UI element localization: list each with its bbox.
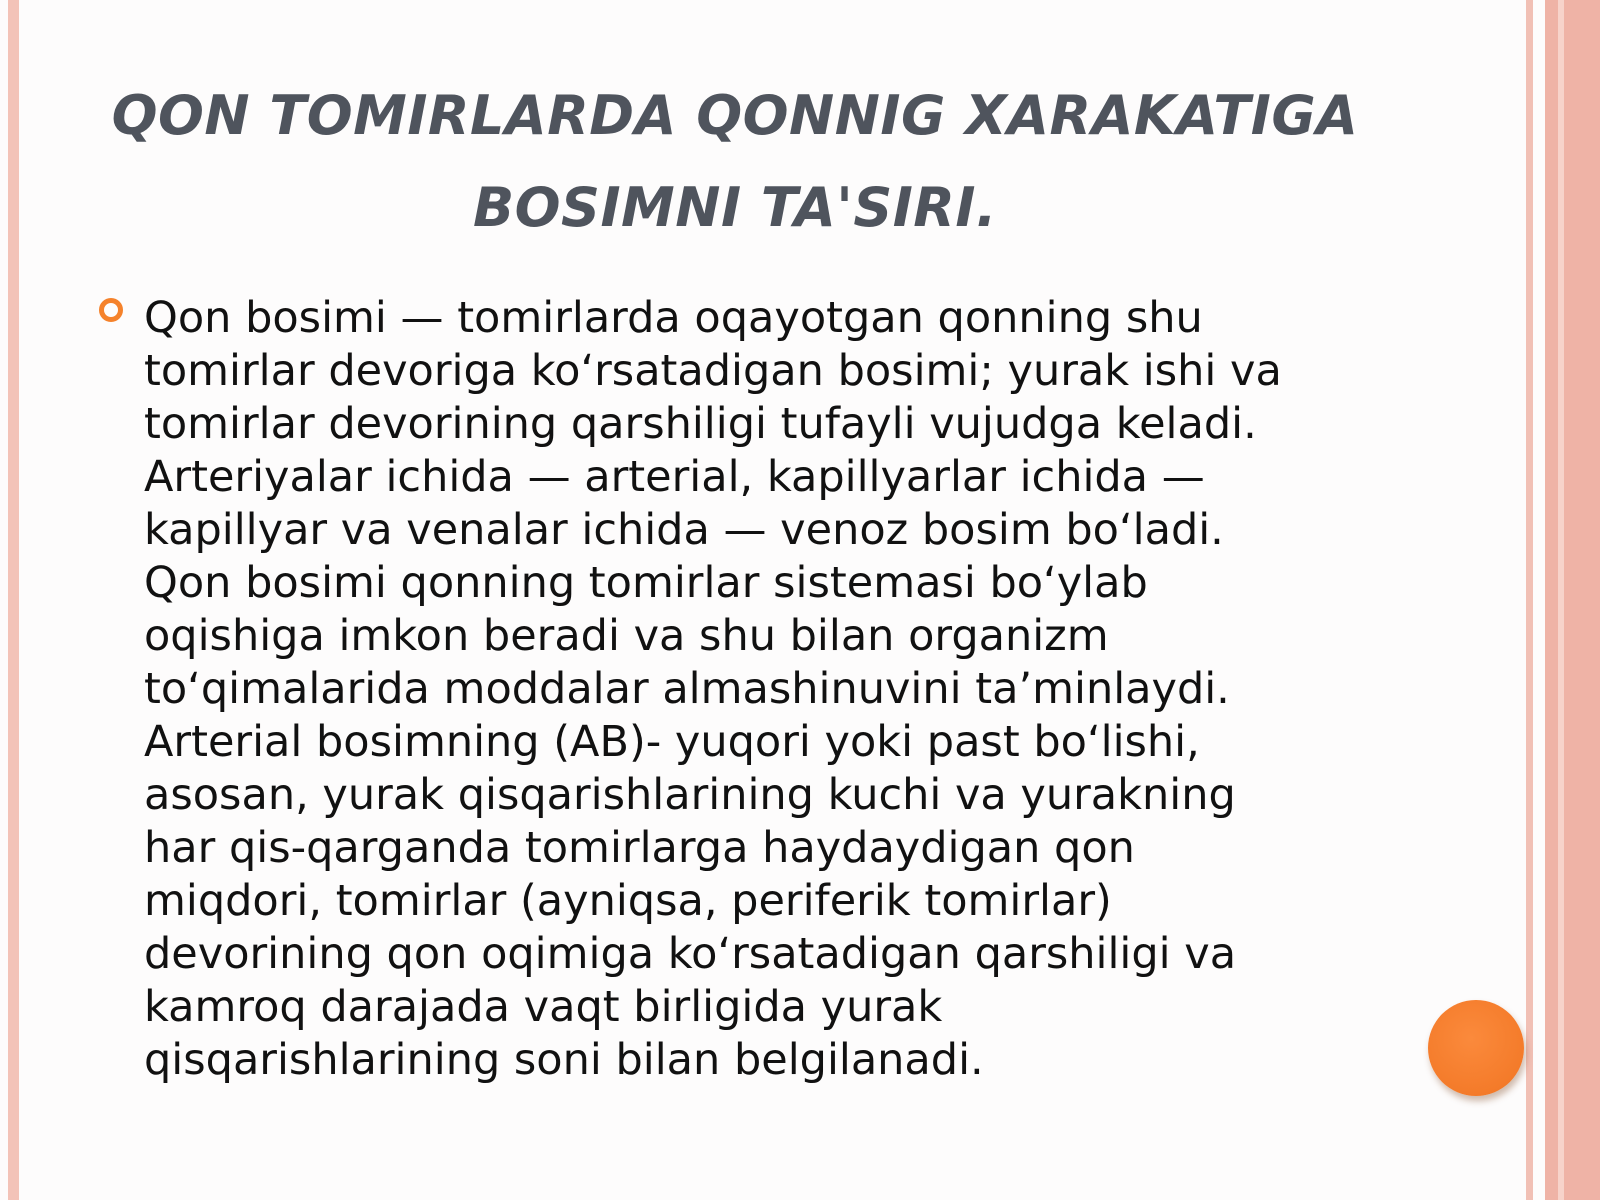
bullet-circle-icon <box>99 298 123 322</box>
right-decorative-stripe-inner <box>1558 0 1564 1200</box>
orange-circle-icon <box>1428 1000 1524 1096</box>
right-decorative-stripe-thin <box>1526 0 1533 1200</box>
left-decorative-stripe <box>8 0 19 1200</box>
slide-body-text: Qon bosimi — tomirlarda oqayotgan qonning shu tomirlar devoriga ko‘rsatadigan bosimi; yurak ishi va tomirlar devorining qarshiligi tufayli vujudga keladi. Arteriyalar ichida — arterial, kapillyarlar ichida — kapillyar va venalar ichida — venoz bosim bo‘ladi. Qon bosimi qonning tomirlar sistemasi bo‘ylab oqishiga imkon beradi va shu bilan organizm to‘qimalarida moddalar almashinuvini ta’minlaydi. Arterial bosimning (AB)- yuqori yoki past bo‘lishi, asosan, yurak qisqarishlarining kuchi va yurakning har qis-qarganda tomirlarga haydaydigan qon miqdori, tomirlar (ayniqsa, periferik tomirlar) devorining qon oqimiga ko‘rsatadigan qarshiligi va kamroq darajada vaqt birligida yurak qisqarishlarining soni bilan belgilanadi. <box>144 293 1282 1085</box>
slide-title: QON TOMIRLARDA QONNIG XARAKATIGA BOSIMNI TA'SIRI. <box>111 84 1359 239</box>
right-decorative-stripe-wide <box>1545 0 1600 1200</box>
